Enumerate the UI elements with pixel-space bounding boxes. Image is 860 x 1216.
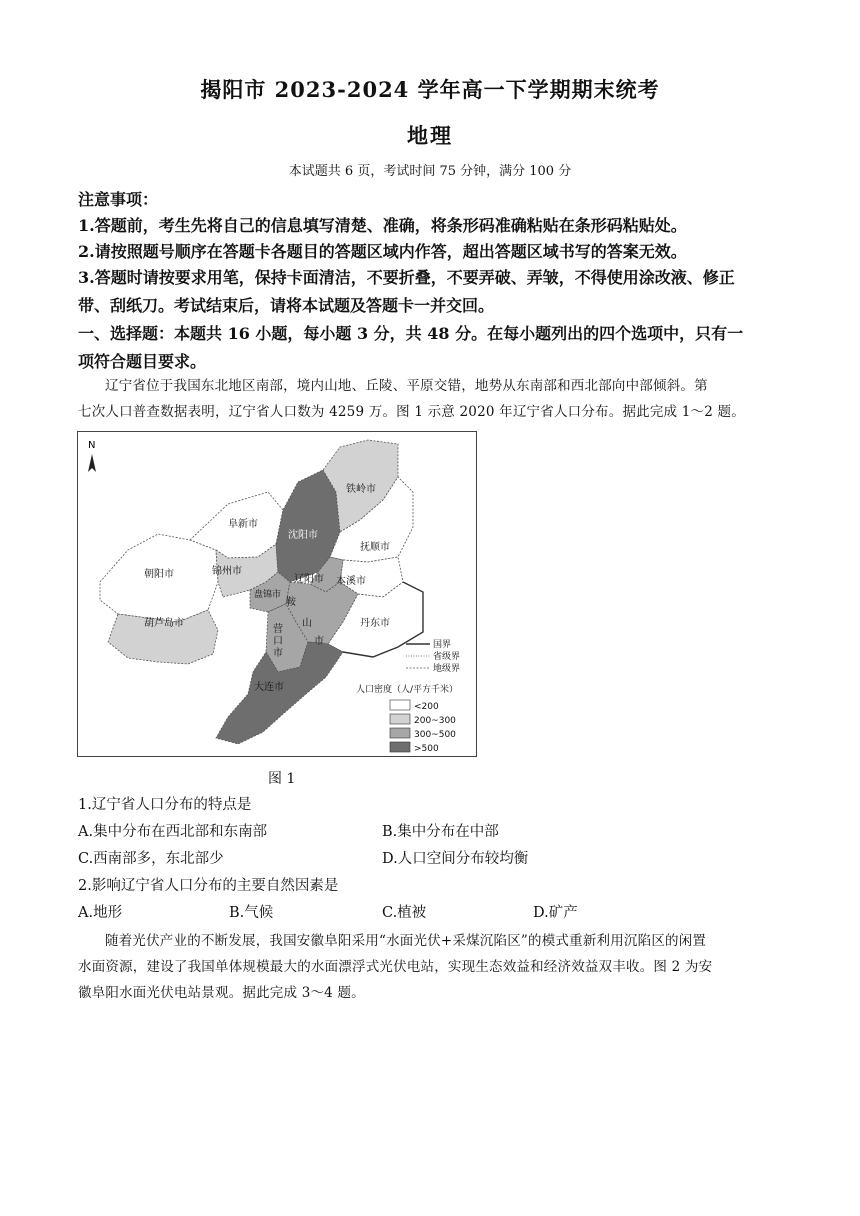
- label-fuxin: 阜新市: [228, 519, 258, 530]
- question-2-stem: 2.影响辽宁省人口分布的主要自然因素是: [78, 878, 339, 894]
- legend-swatch-1: [390, 700, 410, 710]
- label-tieling: 铁岭市: [346, 484, 376, 495]
- legend-national: 国界: [433, 640, 452, 650]
- passage2-line2: 水面资源，建设了我国单体规模最大的水面漂浮式光伏电站，实现生态效益和经济效益双丰收。图 2 为安: [78, 959, 713, 975]
- label-huludao: 葫芦岛市: [144, 618, 184, 629]
- density-legend: [356, 683, 458, 754]
- label-anshan-1: 鞍: [286, 597, 296, 608]
- boundary-legend: [406, 639, 460, 674]
- notes-heading: 注意事项：: [78, 190, 159, 209]
- passage2-line3: 徽阜阳水面光伏电站景观。据此完成 3～4 题。: [78, 985, 365, 1001]
- label-jinzhou: 锦州市: [212, 566, 242, 577]
- question-1-stem: 1.辽宁省人口分布的特点是: [78, 797, 252, 813]
- label-chaoyang: 朝阳市: [144, 569, 174, 580]
- label-yingkou-1: 营: [273, 624, 283, 635]
- label-fushun: 抚顺市: [360, 542, 390, 553]
- label-liaoyang: 辽阳市: [294, 574, 324, 585]
- note-item-4: 带、刮纸刀。考试结束后，请将本试题及答题卡一并交回。: [78, 296, 495, 315]
- exam-info: 本试题共 6 页，考试时间 75 分钟，满分 100 分: [288, 164, 572, 179]
- q1-option-d: D.人口空间分布较均衡: [382, 851, 529, 867]
- passage1-line2: 七次人口普查数据表明，辽宁省人口数为 4259 万。图 1 示意 2020 年辽宁省人口分布。据此完成 1～2 题。: [78, 404, 745, 420]
- note-item-2: 2.请按照题号顺序在答题卡各题目的答题区域内作答，超出答题区域书写的答案无效。: [78, 242, 687, 261]
- label-panjin: 盘锦市: [254, 590, 282, 600]
- q2-option-c: C.植被: [382, 905, 427, 921]
- label-yingkou-3: 市: [273, 648, 283, 659]
- label-dandong: 丹东市: [360, 618, 390, 629]
- note-item-1: 1.答题前，考生先将自己的信息填写清楚、准确，将条形码准确粘贴在条形码粘贴处。: [78, 216, 687, 235]
- legend-swatch-2: [390, 714, 410, 724]
- label-anshan-2: 山: [302, 618, 312, 629]
- label-shenyang: 沈阳市: [288, 530, 318, 541]
- legend-swatch-3: [390, 728, 410, 738]
- legend-label-4: >500: [414, 744, 439, 754]
- subject-title: 地理: [407, 123, 453, 148]
- label-dalian: 大连市: [254, 682, 284, 693]
- liaoning-population-map: [77, 431, 477, 757]
- q2-option-a: A.地形: [78, 905, 123, 921]
- legend-label-1: <200: [414, 702, 439, 712]
- section-heading-line2: 项符合题目要求。: [78, 352, 207, 371]
- section-heading-line1: 一、选择题：本题共 16 小题，每小题 3 分，共 48 分。在每小题列出的四个选项中，只有一: [78, 324, 744, 343]
- legend-swatch-4: [390, 742, 410, 752]
- north-label: N: [88, 440, 96, 451]
- q2-option-b: B.气候: [229, 905, 274, 921]
- label-benxi: 本溪市: [336, 576, 366, 587]
- label-anshan-3: 市: [314, 636, 324, 647]
- label-yingkou-2: 口: [273, 636, 283, 647]
- map-svg: [78, 432, 476, 756]
- figure-caption: 图 1: [268, 771, 296, 787]
- q2-option-d: D.矿产: [533, 905, 578, 921]
- north-arrow-icon: [88, 440, 96, 472]
- legend-provincial: 省级界: [433, 652, 461, 662]
- legend-label-3: 300~500: [414, 730, 456, 740]
- passage1-line1: 辽宁省位于我国东北地区南部，境内山地、丘陵、平原交错，地势从东南部和西北部向中部倾斜。第: [105, 378, 708, 394]
- q1-option-b: B.集中分布在中部: [382, 824, 499, 840]
- note-item-3: 3.答题时请按要求用笔，保持卡面清洁，不要折叠，不要弄破、弄皱，不得使用涂改液、修正: [78, 268, 735, 287]
- q1-option-a: A.集中分布在西北部和东南部: [78, 824, 268, 840]
- legend-label-2: 200~300: [414, 716, 456, 726]
- exam-title: 揭阳市 2023-2024 学年高一下学期期末统考: [200, 77, 660, 102]
- legend-prefectural: 地级界: [433, 664, 461, 674]
- passage2-line1: 随着光伏产业的不断发展，我国安徽阜阳采用“水面光伏+采煤沉陷区”的模式重新利用沉陷区的闲置: [105, 933, 707, 949]
- q1-option-c: C.西南部多，东北部少: [78, 851, 224, 867]
- legend-title: 人口密度（人/平方千米）: [356, 685, 459, 695]
